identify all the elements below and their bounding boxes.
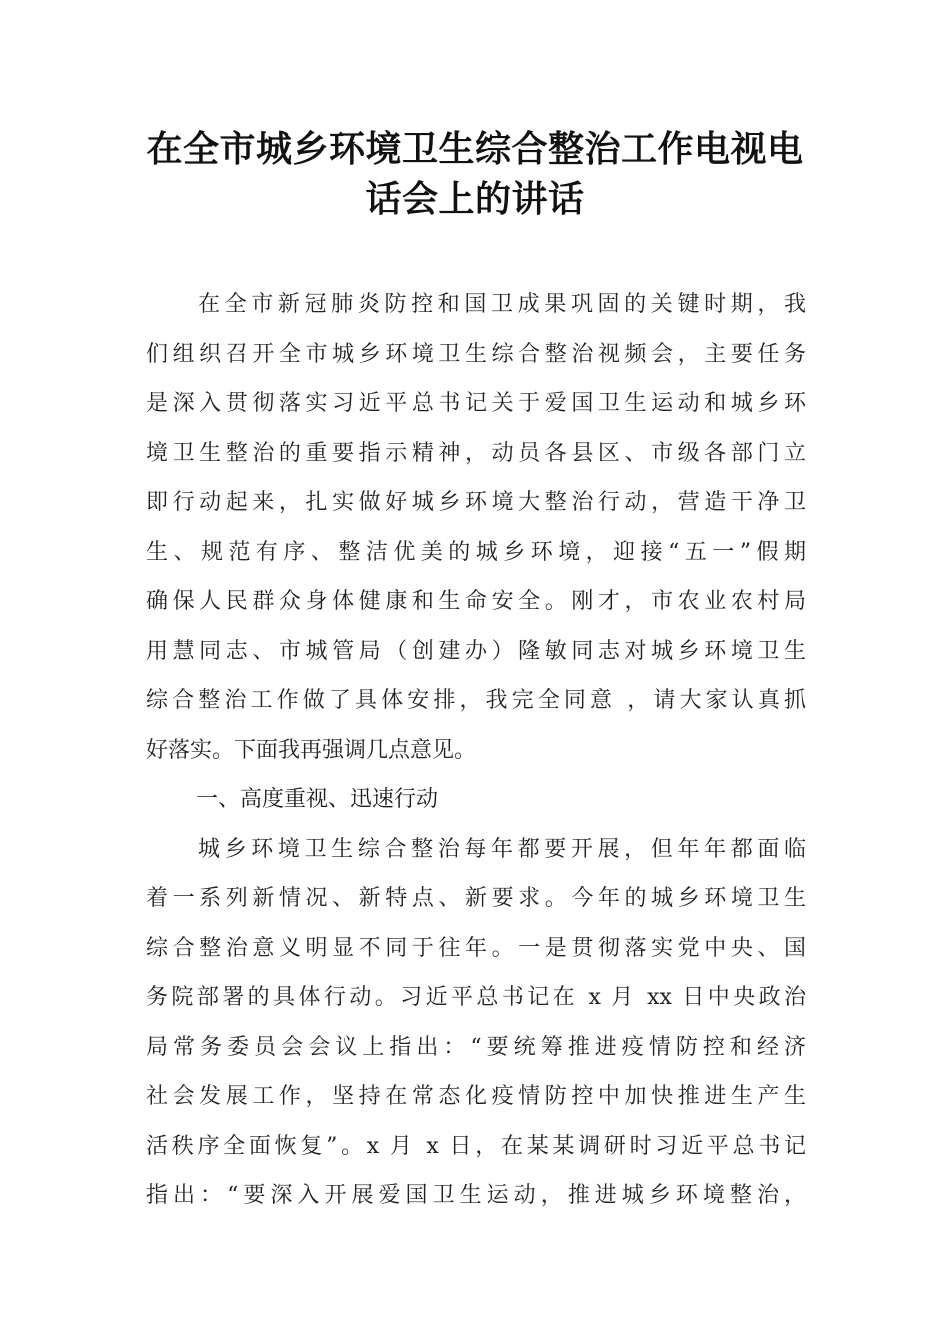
document-title bbox=[130, 124, 820, 224]
paragraph-line: 生、规范有序、整洁优美的城乡环境，迎接“五一”假期 bbox=[146, 539, 806, 565]
paragraph-line: 确保人民群众身体健康和生命安全。刚才，市农业农村局 bbox=[146, 589, 806, 614]
paragraph-line: 综合整治工作做了具体安排，我完全同意 ，请大家认真抓 bbox=[146, 688, 806, 713]
title-line-2: 话会上的讲话 bbox=[365, 178, 585, 220]
paragraph-line: 们组织召开全市城乡环境卫生综合整治视频会，主要任务 bbox=[146, 341, 806, 367]
paragraph-line: 好落实。下面我再强调几点意见。 bbox=[146, 737, 477, 763]
paragraph-2 bbox=[146, 825, 806, 1221]
document-body bbox=[146, 280, 806, 1221]
paragraph-line: 务院部署的具体行动。习近平总书记在 x 月 xx 日中央政治 bbox=[146, 985, 806, 1010]
paragraph-line: 活秩序全面恢复”。x 月 x 日，在某某调研时习近平总书记 bbox=[146, 1133, 806, 1159]
paragraph-line: 综合整治意义明显不同于往年。一是贯彻落实党中央、国 bbox=[146, 935, 806, 961]
paragraph-line: 城乡环境卫生综合整治每年都要开展，但年年都面临 bbox=[198, 836, 806, 862]
paragraph-line: 指出：“要深入开展爱国卫生运动，推进城乡环境整治， bbox=[146, 1183, 806, 1208]
paragraph-line: 局常务委员会会议上指出：“要统筹推进疫情防控和经济 bbox=[146, 1034, 806, 1060]
paragraph-line: 着一系列新情况、新特点、新要求。今年的城乡环境卫生 bbox=[146, 886, 806, 911]
paragraph-line: 在全市新冠肺炎防控和国卫成果巩固的关键时期，我 bbox=[198, 292, 806, 317]
paragraph-1 bbox=[146, 280, 806, 775]
paragraph-line: 用慧同志、市城管局（创建办）隆敏同志对城乡环境卫生 bbox=[146, 638, 806, 664]
paragraph-line: 即行动起来，扎实做好城乡环境大整治行动，营造干净卫 bbox=[146, 490, 806, 515]
paragraph-line: 社会发展工作，坚持在常态化疫情防控中加快推进生产生 bbox=[146, 1084, 806, 1109]
paragraph-line: 境卫生整治的重要指示精神，动员各县区、市级各部门立 bbox=[146, 440, 806, 466]
title-line-1: 在全市城乡环境卫生综合整治工作电视电 bbox=[146, 128, 804, 170]
section-heading-1: 一、高度重视、迅速行动 bbox=[196, 787, 439, 812]
paragraph-line: 是深入贯彻落实习近平总书记关于爱国卫生运动和城乡环 bbox=[146, 391, 806, 416]
